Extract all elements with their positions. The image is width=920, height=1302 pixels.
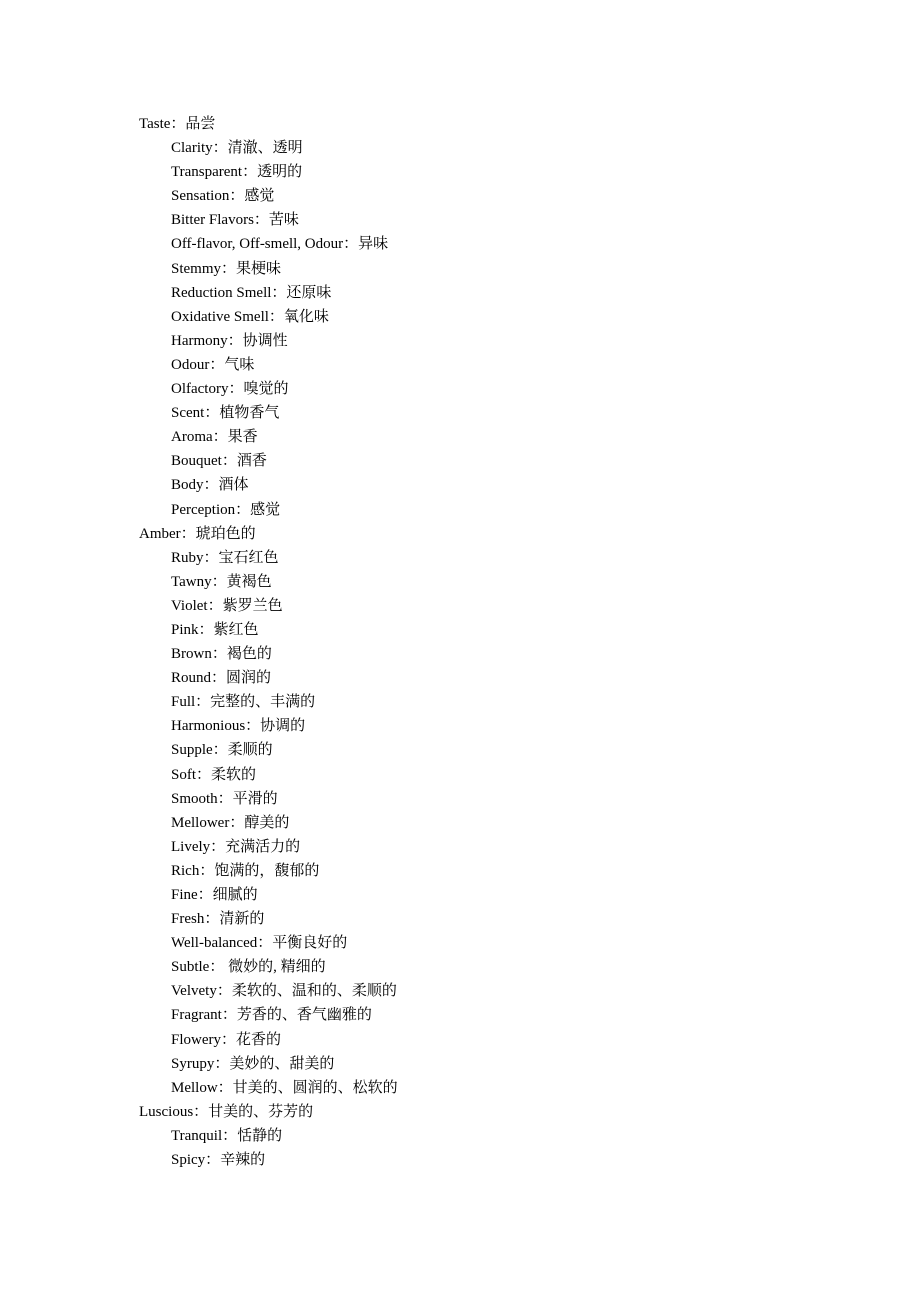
glossary-term: Sensation：感觉 <box>171 188 275 205</box>
glossary-term: Rich：饱满的，馥郁的 <box>171 862 320 879</box>
glossary-term: Off-flavor, Off-smell, Odour：异味 <box>171 236 389 253</box>
glossary-term: Fine：细腻的 <box>171 887 258 903</box>
glossary-term: Perception：感觉 <box>171 501 281 518</box>
glossary-term: Subtle： 微妙的, 精细的 <box>171 959 326 976</box>
glossary-term: Ruby：宝石红色 <box>171 549 279 566</box>
glossary-term: Pink：紫红色 <box>171 621 259 638</box>
wine-glossary-list <box>0 112 920 1172</box>
glossary-heading-term: Luscious：甘美的、芬芳的 <box>139 1103 314 1120</box>
glossary-term: Bitter Flavors：苦味 <box>171 212 299 229</box>
glossary-term: Supple：柔顺的 <box>171 742 273 759</box>
glossary-term: Body：酒体 <box>171 477 249 494</box>
glossary-term: Harmonious：协调的 <box>171 718 306 735</box>
glossary-term: Spicy：辛辣的 <box>171 1152 266 1169</box>
glossary-term: Smooth：平滑的 <box>171 790 278 807</box>
glossary-term: Syrupy：美妙的、甜美的 <box>171 1055 335 1072</box>
glossary-term: Fresh：清新的 <box>171 911 265 928</box>
glossary-term: Olfactory：嗅觉的 <box>171 381 289 398</box>
glossary-term: Aroma：果香 <box>171 429 258 446</box>
glossary-term: Well-balanced：平衡良好的 <box>171 935 348 952</box>
glossary-term: Clarity：清澈、透明 <box>171 140 303 157</box>
glossary-term: Mellow：甘美的、圆润的、松软的 <box>171 1079 398 1096</box>
glossary-term: Oxidative Smell：氧化味 <box>171 308 329 325</box>
glossary-term: Mellower：醇美的 <box>171 814 290 831</box>
glossary-term: Velvety：柔软的、温和的、柔顺的 <box>171 983 397 1000</box>
glossary-term: Harmony：协调性 <box>171 332 288 349</box>
glossary-term: Flowery：花香的 <box>171 1031 281 1048</box>
glossary-term: Fragrant：芳香的、香气幽雅的 <box>171 1007 372 1024</box>
glossary-heading-term: Amber：琥珀色的 <box>139 525 256 542</box>
glossary-term: Tawny：黄褐色 <box>171 573 272 590</box>
glossary-term: Stemmy：果梗味 <box>171 260 282 277</box>
glossary-term: Tranquil：恬静的 <box>171 1127 283 1144</box>
glossary-term: Bouquet：酒香 <box>171 453 267 470</box>
glossary-term: Scent：植物香气 <box>171 405 280 422</box>
glossary-heading-term: Taste：品尝 <box>139 116 216 132</box>
glossary-term: Transparent：透明的 <box>171 164 303 181</box>
glossary-term: Reduction Smell：还原味 <box>171 284 332 301</box>
glossary-term: Full：完整的、丰满的 <box>171 694 316 711</box>
glossary-term: Brown：褐色的 <box>171 646 272 663</box>
glossary-term: Lively：充满活力的 <box>171 838 301 855</box>
glossary-term: Round：圆润的 <box>171 670 272 687</box>
glossary-term: Soft：柔软的 <box>171 766 257 783</box>
glossary-term: Violet：紫罗兰色 <box>171 597 283 614</box>
glossary-term: Odour：气味 <box>171 356 255 373</box>
